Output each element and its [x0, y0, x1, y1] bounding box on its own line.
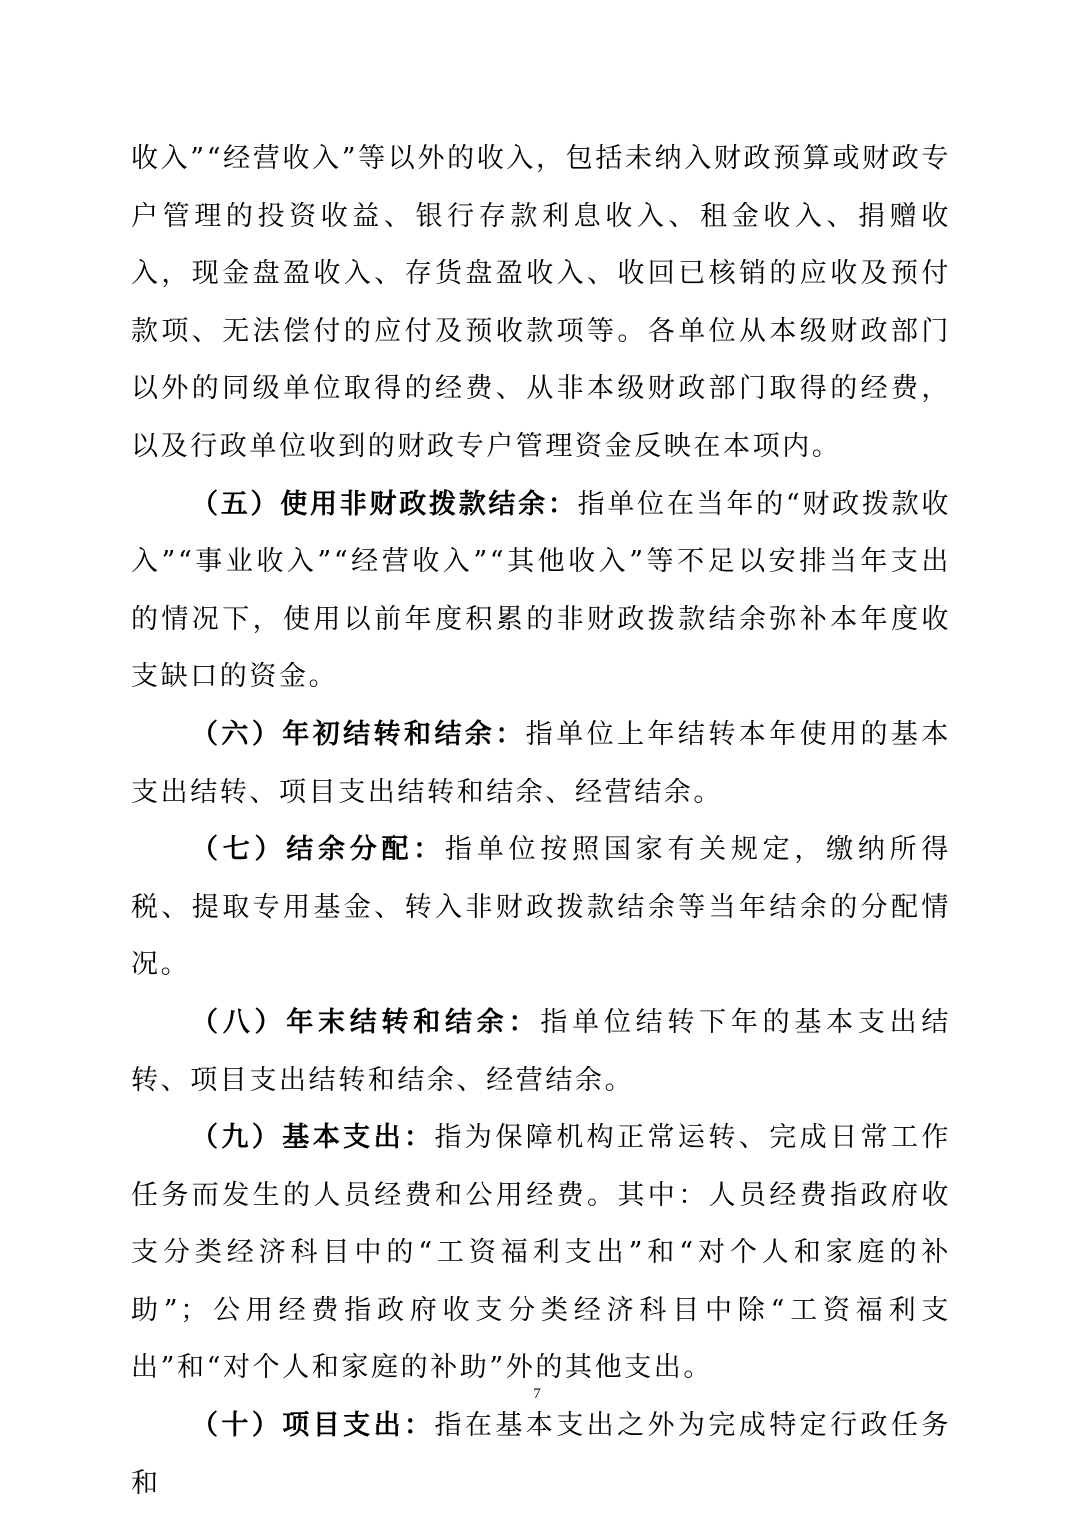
item-heading: （五）使用非财政拨款结余： — [191, 488, 578, 520]
page-number: 7 — [533, 1386, 541, 1402]
item-heading: （八）年末结转和结余： — [191, 1006, 541, 1038]
paragraph-text: 指为保障机构正常运转、完成日常工作任务而发生的人员经费和公用经费。其中：人员经费指政府收支分类经济科目中的“工资福利支出”和“对个人和家庭的补助”；公用经费指政府收支分类经济科目中除“工资福利支出”和“对个人和家庭的补助”外的其他支出。 — [131, 1122, 951, 1384]
body-text — [131, 130, 951, 1512]
item-heading: （七）结余分配： — [191, 834, 446, 866]
item-heading: （九）基本支出： — [191, 1122, 435, 1154]
paragraph-item-7 — [131, 821, 951, 994]
paragraph-item-5 — [131, 476, 951, 706]
paragraph-text: 指在基本支出之外为完成特定行政任务和 — [131, 1410, 951, 1499]
paragraph-item-10 — [131, 1397, 951, 1512]
paragraph-text: 指单位按照国家有关规定，缴纳所得税、提取专用基金、转入非财政拨款结余等当年结余的分配情况。 — [131, 834, 951, 981]
paragraph-text: 指单位在当年的“财政拨款收入”“事业收入”“经营收入”“其他收入”等不足以安排当年支出的情况下，使用以前年度积累的非财政拨款结余弥补本年度收支缺口的资金。 — [131, 488, 951, 693]
paragraph-item-9 — [131, 1109, 951, 1397]
paragraph-text: 收入”“经营收入”等以外的收入，包括未纳入财政预算或财政专户管理的投资收益、银行存款利息收入、租金收入、捐赠收入，现金盘盈收入、存货盘盈收入、收回已核销的应收及预付款项、无法偿付的应付及预收款项等。各单位从本级财政部门以外的同级单位取得的经费、从非本级财政部门取得的经费，以及行政单位收到的财政专户管理资金反映在本项内。 — [131, 143, 951, 462]
paragraph-item-8 — [131, 994, 951, 1109]
paragraph-continuation — [131, 130, 951, 476]
paragraph-item-6 — [131, 706, 951, 821]
paragraph-text: 指单位结转下年的基本支出结转、项目支出结转和结余、经营结余。 — [131, 1006, 951, 1096]
item-heading: （六）年初结转和结余： — [191, 718, 526, 750]
item-heading: （十）项目支出： — [191, 1410, 435, 1442]
paragraph-text: 指单位上年结转本年使用的基本支出结转、项目支出结转和结余、经营结余。 — [131, 718, 951, 808]
